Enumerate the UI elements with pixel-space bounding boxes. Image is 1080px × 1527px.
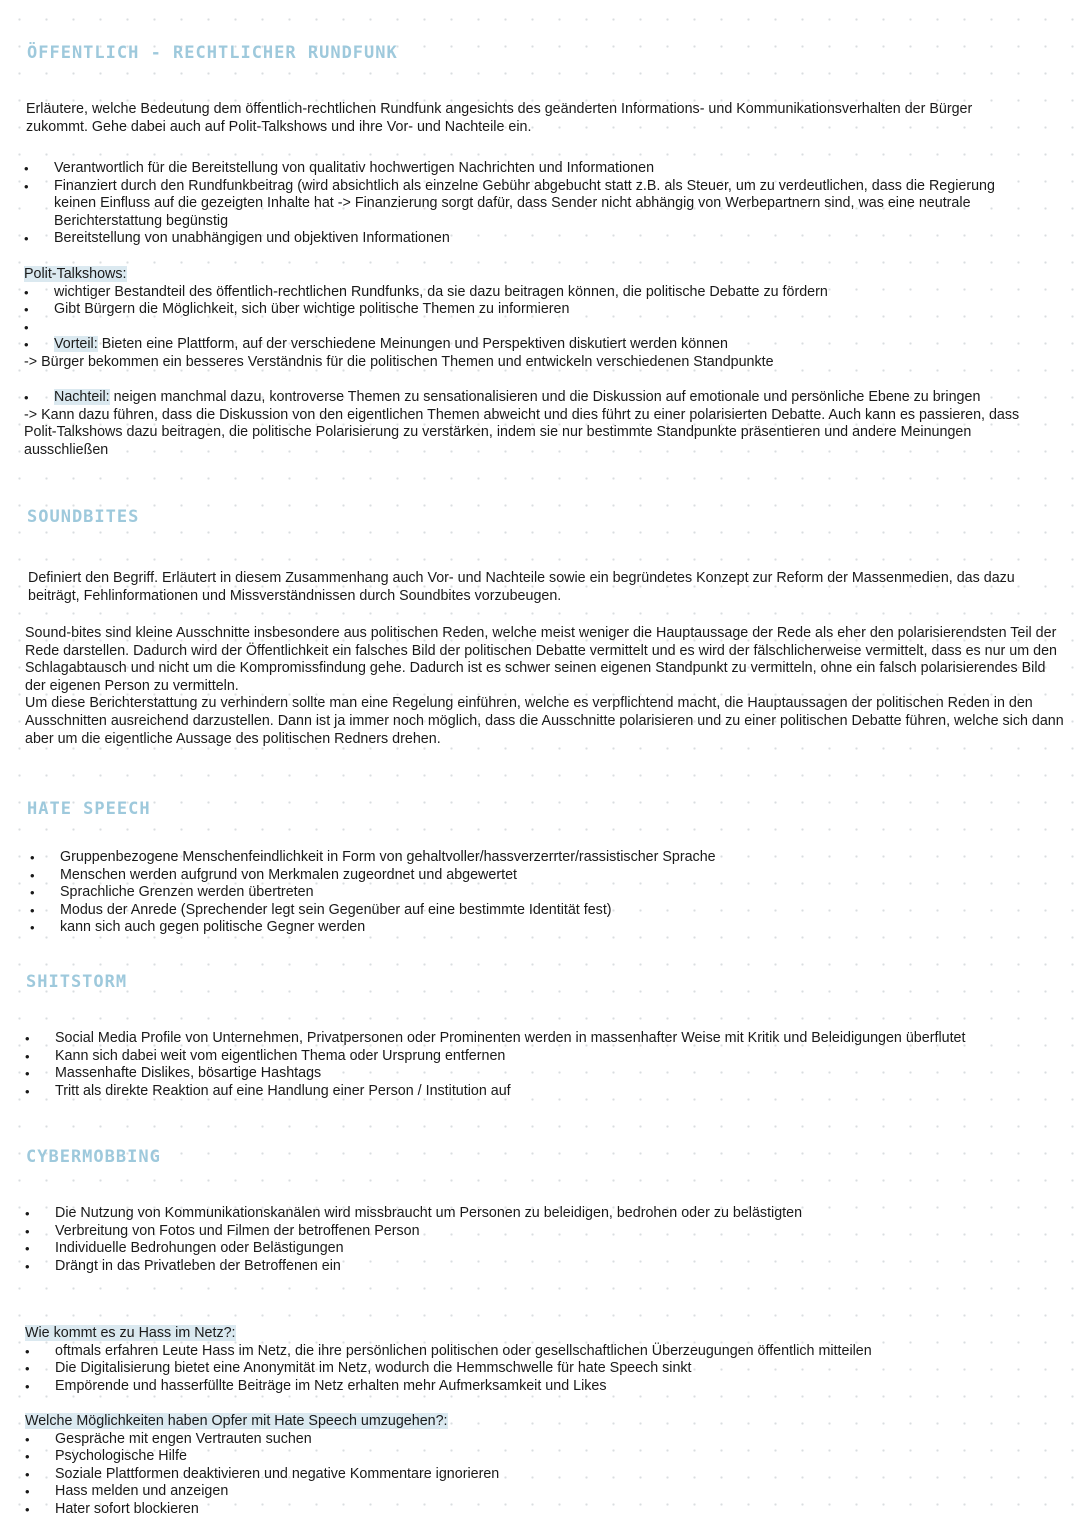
vorteil-text: Bieten eine Plattform, auf der verschiedene Meinungen und Perspektiven diskutiert werden können (97, 336, 728, 353)
list-cybermobbing (25, 1205, 1035, 1275)
task-soundbites (28, 570, 1038, 605)
list-item: • Modus der Anrede (Sprechender legt sein Gegenüber auf eine bestimmte Identität fest) (30, 902, 1040, 920)
list-item: • Verantwortlich für die Bereitstellung von qualitativ hochwertigen Nachrichten und Informationen (24, 160, 1040, 178)
list-item: • Finanziert durch den Rundfunkbeitrag (wird absichtlich als einzelne Gebühr abgebucht statt z.B. als Steuer, um zu verdeutlichen, dass die Regierung keinen Einfluss auf die gezeigten Inhalte hat -> Finanzierung sorgt dafür, dass Sender nicht abhängig von Werbepartnern sind, was eine neutrale Berichterstattung begünstig (24, 178, 1040, 231)
list-item: • kann sich auch gegen politische Gegner werden (30, 919, 1040, 937)
task-rundfunk (26, 101, 1036, 136)
list-item: • Hass melden und anzeigen (25, 1483, 1035, 1501)
list-rundfunk (24, 160, 1040, 248)
opfer-block (25, 1413, 1035, 1519)
vorteil-label: Vorteil: (54, 336, 98, 353)
paragraph: Um diese Berichterstattung zu verhindern sollte man eine Regelung einführen, welche es verpflichtend macht, die Hauptaussagen der politischen Reden in den Ausschnitten ausreichend darzustellen. Dann ist ja immer noch möglich, dass die Ausschnitte polarisieren und zu einer politischen Debatte führen, welche sich dann aber um die eigentliche Aussage des politischen Redners drehen. (25, 695, 1064, 747)
heading-cybermobbing: CYBERMOBBING (26, 1147, 161, 1167)
hass-label: Wie kommt es zu Hass im Netz?: (25, 1325, 236, 1341)
list-hatespeech (30, 849, 1040, 937)
list-item-vorteil (24, 336, 1054, 354)
list-item: • Psychologische Hilfe (25, 1448, 1035, 1466)
list-item: • Gibt Bürgern die Möglichkeit, sich über wichtige politische Themen zu informieren (24, 301, 1054, 319)
list-item: • Gespräche mit engen Vertrauten suchen (25, 1431, 1035, 1449)
vorteil-arrow: -> Bürger bekommen ein besseres Verständnis für die politischen Themen und entwickeln verschiedenen Standpunkte (24, 353, 774, 370)
list-item-nachteil (24, 389, 1054, 407)
heading-shitstorm: SHITSTORM (26, 972, 128, 992)
list-item: • Empörende und hasserfüllte Beiträge im Netz erhalten mehr Aufmerksamkeit und Likes (25, 1378, 1035, 1396)
task-text: Erläutere, welche Bedeutung dem öffentlich-rechtlichen Rundfunk angesichts des geänderten Informations- und Kommunikationsverhalten der Bürger zukommt. Gehe dabei auch auf Polit-Talkshows und ihre Vor- und Nachteile ein. (26, 101, 973, 135)
list-item: • Tritt als direkte Reaktion auf eine Handlung einer Person / Institution auf (25, 1083, 1055, 1101)
list-item: • Gruppenbezogene Menschenfeindlichkeit in Form von gehaltvoller/hassverzerrter/rassistischer Sprache (30, 849, 1040, 867)
list-item: • Social Media Profile von Unternehmen, Privatpersonen oder Prominenten werden in massenhafter Weise mit Kritik und Beleidigungen überflutet (25, 1030, 1055, 1048)
list-item: • Sprachliche Grenzen werden übertreten (30, 884, 1040, 902)
list-item: • Drängt in das Privatleben der Betroffenen ein (25, 1258, 1035, 1276)
nachteil-text: neigen manchmal dazu, kontroverse Themen zu sensationalisieren und die Diskussion auf emotionale und persönliche Ebene zu bringen (109, 389, 981, 406)
heading-hatespeech: HATE SPEECH (27, 799, 151, 819)
list-item: • Bereitstellung von unabhängigen und objektiven Informationen (24, 230, 1040, 248)
nachteil-label: Nachteil: (54, 389, 110, 406)
list-item: • Menschen werden aufgrund von Merkmalen zugeordnet und abgewertet (30, 867, 1040, 885)
hass-block (25, 1325, 1035, 1395)
soundbites-text (25, 625, 1065, 748)
talkshows-label: Polit-Talkshows: (24, 266, 127, 282)
task-text: Definiert den Begriff. Erläutert in diesem Zusammenhang auch Vor- und Nachteile sowie ein begründetes Konzept zur Reform der Massenmedien, das dazu beiträgt, Fehlinformationen und Missverständnissen durch Soundbites vorzubeugen. (28, 570, 1015, 604)
list-item: • wichtiger Bestandteil des öffentlich-rechtlichen Rundfunks, da sie dazu beitragen können, die politische Debatte zu fördern (24, 284, 1054, 302)
list-item: • Die Digitalisierung bietet eine Anonymität im Netz, wodurch die Hemmschwelle für hate Speech sinkt (25, 1360, 1035, 1378)
paragraph: Sound-bites sind kleine Ausschnitte insbesondere aus politischen Reden, welche meist weniger die Hauptaussage der Rede als eher den polarisierendsten Teil der Rede darstellen. Dadurch wird der Öffentlichkeit ein falsches Bild der politischen Debatte vermittelt und es wird der fälschlicherweise vermittelt, dass es nur um den Schlagabtausch und nicht um die Kompromissfindung gehe. Dadurch ist es schwer seinen eigenen Standpunkt zu vermitteln, ohne ein falsch polarisierendes Bild der eigenen Person zu vermitteln. (25, 625, 1057, 694)
list-item: • Verbreitung von Fotos und Filmen der betroffenen Person (25, 1223, 1035, 1241)
nachteil-arrow: -> Kann dazu führen, dass die Diskussion von den eigentlichen Themen abweicht und dies führt zu einer polarisierten Debatte. Auch kann es passieren, dass Polit-Talkshows dazu beitragen, die politische Polarisierung zu verstärken, indem sie nur bestimmte Standpunkte präsentieren und andere Meinungen ausschließen (24, 406, 1020, 458)
list-shitstorm (25, 1030, 1055, 1100)
list-item: • Hater sofort blockieren (25, 1501, 1035, 1519)
list-item (24, 319, 1054, 337)
list-item: • oftmals erfahren Leute Hass im Netz, die ihre persönlichen politischen oder gesellschaftlichen Überzeugungen öffentlich mitteilen (25, 1343, 1035, 1361)
list-item: • Massenhafte Dislikes, bösartige Hashtags (25, 1065, 1055, 1083)
opfer-label: Welche Möglichkeiten haben Opfer mit Hate Speech umzugehen?: (25, 1413, 448, 1429)
list-item: • Soziale Plattformen deaktivieren und negative Kommentare ignorieren (25, 1466, 1035, 1484)
list-item: • Die Nutzung von Kommunikationskanälen wird missbraucht um Personen zu beleidigen, bedrohen oder zu belästigten (25, 1205, 1035, 1223)
heading-rundfunk: ÖFFENTLICH - RECHTLICHER RUNDFUNK (27, 43, 398, 63)
list-item: • Individuelle Bedrohungen oder Belästigungen (25, 1240, 1035, 1258)
heading-soundbites: SOUNDBITES (27, 507, 140, 527)
talkshows-block (24, 266, 1054, 460)
list-item: • Kann sich dabei weit vom eigentlichen Thema oder Ursprung entfernen (25, 1048, 1055, 1066)
